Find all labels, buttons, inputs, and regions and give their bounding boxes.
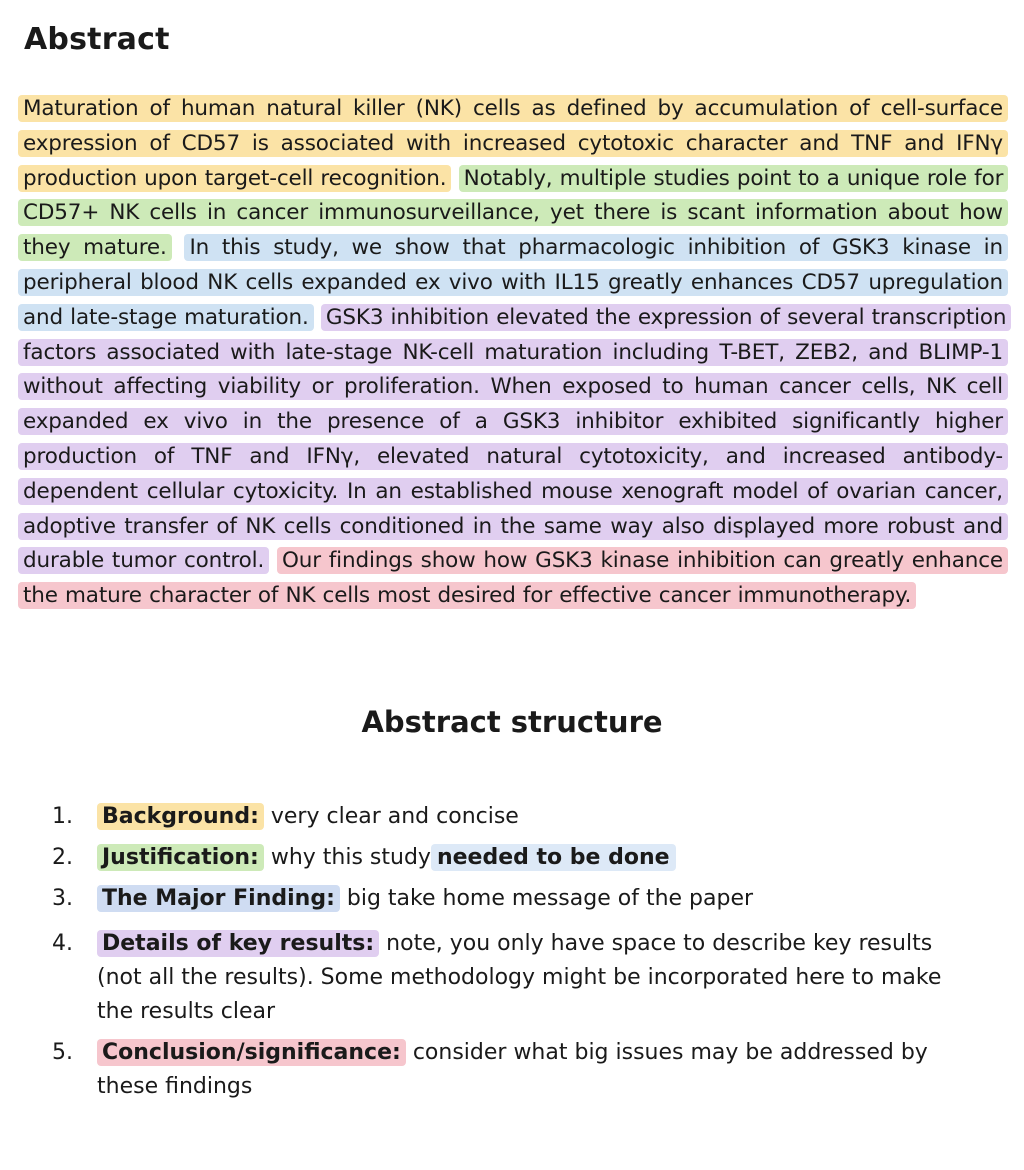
item-text-background: very clear and concise: [270, 804, 519, 829]
item-text-justification: why this study: [270, 845, 431, 870]
abstract-major-finding-segment: In this study, we show that pharmacologic inhibition of GSK3 kinase in peripheral blood NK cells expanded ex vivo with IL15 greatly enhances CD57 upregulation and late-stage maturation.: [18, 234, 1008, 331]
item-label-key-results: Details of key results:: [97, 930, 379, 957]
structure-item-key-results: [52, 927, 982, 1029]
item-label-conclusion: Conclusion/significance:: [97, 1039, 406, 1066]
structure-list: [52, 800, 982, 1111]
item-label-justification: Justification:: [97, 844, 264, 871]
structure-item-background: [52, 800, 982, 834]
structure-item-conclusion: [52, 1036, 982, 1104]
structure-item-major-finding: [52, 882, 982, 916]
item-text-key-results: note, you only have space to describe key results (not all the results). Some methodology might be incorporated here to make the results clear: [97, 931, 942, 1024]
abstract-key-results-segment: GSK3 inhibition elevated the expression of several transcription factors associated with late-stage NK-cell maturation including T-BET, ZEB2, and BLIMP-1 without affecting viability or proliferation. When exposed to human cancer cells, NK cell expanded ex vivo in the presence of a GSK3 inhibitor exhibited significantly higher production of TNF and IFNγ, elevated natural cytotoxicity, and increased antibody-dependent cellular cytoxicity. In an established mouse xenograft model of ovarian cancer, adoptive transfer of NK cells conditioned in the same way also displayed more robust and durable tumor control.: [18, 304, 1011, 575]
item-label-background: Background:: [97, 803, 264, 830]
abstract-justification-segment: Notably, multiple studies point to a unique role for CD57+ NK cells in cancer immunosurveillance, yet there is scant information about how they mature.: [18, 165, 1008, 262]
item-number: 4.: [52, 931, 73, 956]
item-emphasis-justification: needed to be done: [431, 844, 676, 871]
item-number: 5.: [52, 1040, 73, 1065]
item-text-conclusion: consider what big issues may be addressed by these findings: [97, 1040, 928, 1099]
abstract-background-segment: Maturation of human natural killer (NK) cells as defined by accumulation of cell-surface expression of CD57 is associated with increased cytotoxic character and TNF and IFNγ production upon target-cell recognition.: [18, 95, 1008, 192]
item-label-major-finding: The Major Finding:: [97, 885, 340, 912]
item-text-major-finding: big take home message of the paper: [346, 886, 754, 911]
abstract-paragraph: [18, 92, 1008, 614]
item-number: 3.: [52, 886, 73, 911]
item-number: 1.: [52, 804, 73, 829]
structure-item-justification: [52, 841, 982, 875]
abstract-heading: Abstract: [24, 22, 170, 57]
abstract-conclusion-segment: Our findings show how GSK3 kinase inhibition can greatly enhance the mature character of NK cells most desired for effective cancer immunotherapy.: [18, 547, 1008, 609]
structure-heading: Abstract structure: [361, 705, 663, 739]
item-number: 2.: [52, 845, 73, 870]
